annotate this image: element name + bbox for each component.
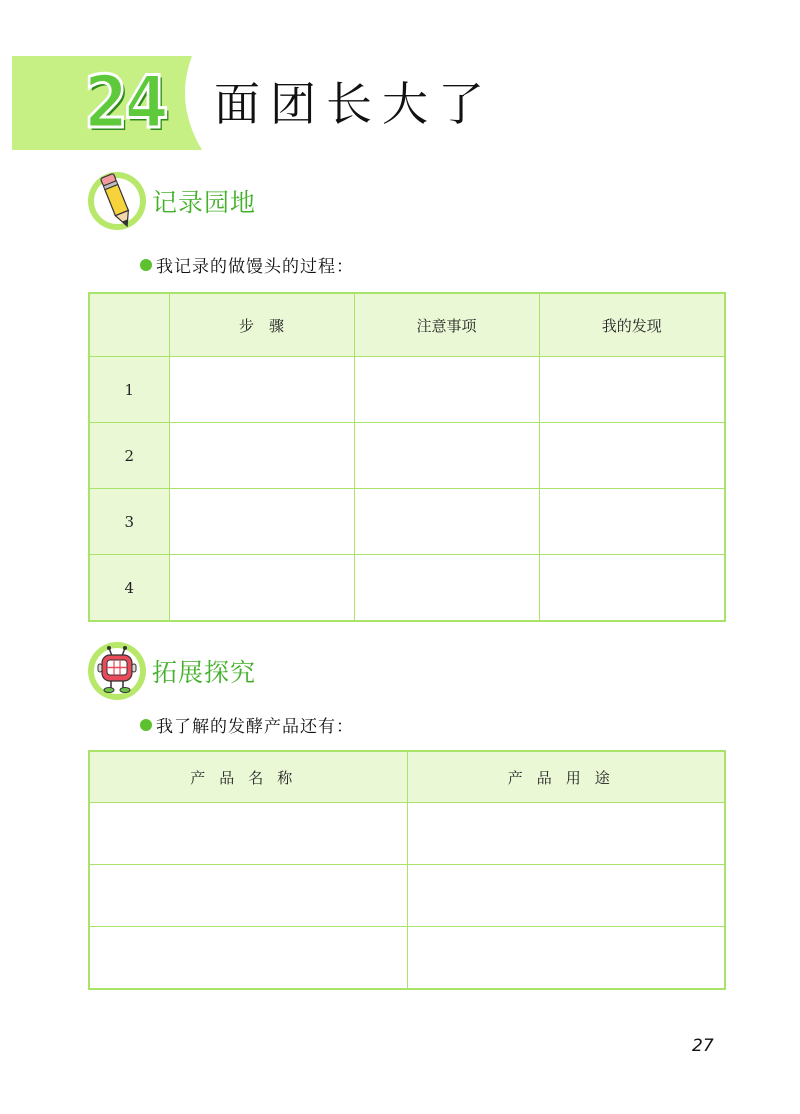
table-header-row [89, 751, 725, 803]
row-number: 2 [89, 423, 169, 489]
header-cell-notes: 注意事项 [354, 293, 539, 357]
record-prompt [140, 252, 354, 277]
findings-cell[interactable] [539, 555, 725, 622]
pencil-icon [88, 172, 146, 230]
table-row [89, 865, 725, 927]
notes-cell[interactable] [354, 357, 539, 423]
explore-prompt-text: 我了解的发酵产品还有： [156, 717, 354, 737]
table-row [89, 423, 725, 489]
notes-cell[interactable] [354, 489, 539, 555]
findings-cell[interactable] [539, 489, 725, 555]
findings-cell[interactable] [539, 423, 725, 489]
process-record-table [88, 292, 726, 622]
table-row [89, 803, 725, 865]
record-prompt-text: 我记录的做馒头的过程： [156, 257, 354, 277]
step-cell[interactable] [169, 423, 354, 489]
product-use-cell[interactable] [407, 865, 725, 927]
header-cell-product-use: 产品用途 [407, 751, 725, 803]
product-name-cell[interactable] [89, 803, 407, 865]
header-cell-steps: 步 骤 [169, 293, 354, 357]
table-row [89, 357, 725, 423]
notes-cell[interactable] [354, 423, 539, 489]
explore-prompt [140, 712, 354, 737]
notes-cell[interactable] [354, 555, 539, 622]
row-number: 1 [89, 357, 169, 423]
step-cell[interactable] [169, 555, 354, 622]
row-number: 3 [89, 489, 169, 555]
product-use-cell[interactable] [407, 803, 725, 865]
lesson-title: 面团长大了 [214, 77, 494, 131]
table-row [89, 555, 725, 622]
lesson-number: 24 [84, 60, 166, 144]
page-number: 27 [692, 1036, 714, 1056]
section-explore-heading [88, 642, 256, 700]
product-use-cell[interactable] [407, 927, 725, 990]
table-row [89, 489, 725, 555]
step-cell[interactable] [169, 357, 354, 423]
table-row [89, 927, 725, 990]
findings-cell[interactable] [539, 357, 725, 423]
robot-icon [88, 642, 146, 700]
fermented-products-table [88, 750, 726, 990]
product-name-cell[interactable] [89, 927, 407, 990]
bullet-icon [140, 719, 152, 731]
row-number: 4 [89, 555, 169, 622]
header-cell-findings: 我的发现 [539, 293, 725, 357]
header-cell-blank [89, 293, 169, 357]
step-cell[interactable] [169, 489, 354, 555]
table-header-row [89, 293, 725, 357]
product-name-cell[interactable] [89, 865, 407, 927]
section-record-title: 记录园地 [152, 188, 257, 217]
header-cell-product-name: 产品名称 [89, 751, 407, 803]
section-explore-title: 拓展探究 [152, 658, 257, 687]
bullet-icon [140, 259, 152, 271]
section-record-heading [88, 172, 256, 230]
